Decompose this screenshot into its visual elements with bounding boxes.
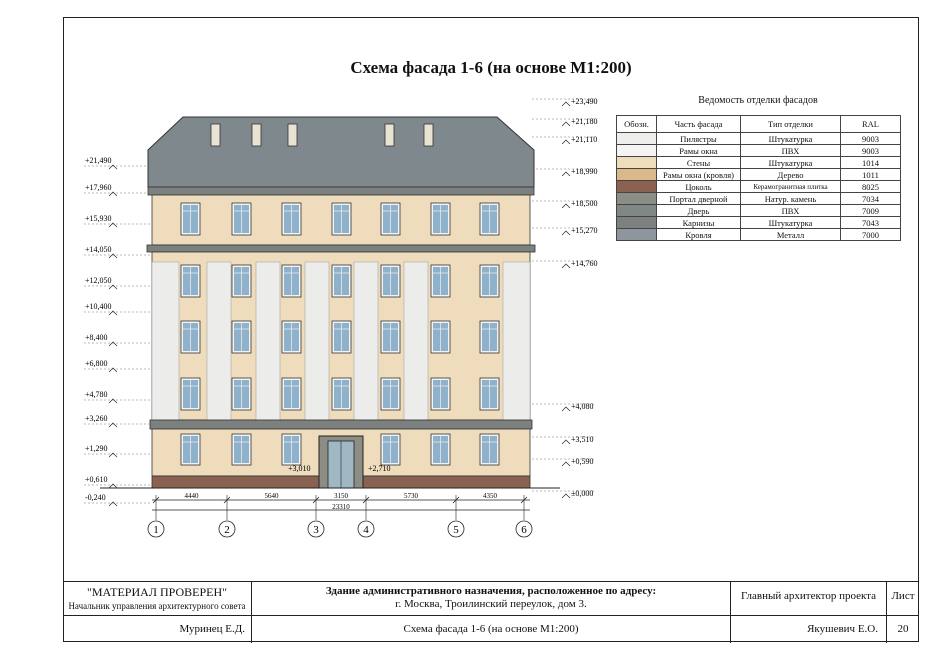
legend-ral: 7009 [841,205,901,217]
level-mark-right: +0,590 [571,457,594,466]
legend-ral: 8025 [841,181,901,193]
legend-swatch [617,157,657,169]
window [181,203,200,235]
legend-swatch [617,193,657,205]
legend-row [617,229,901,241]
window [282,378,301,410]
legend-part: Цоколь [657,181,741,193]
window [431,321,450,353]
approval-title: "МАТЕРИАЛ ПРОВЕРЕН" [86,585,228,599]
window [332,378,351,410]
window [282,434,301,465]
window [381,203,400,235]
legend-part: Портал дверной [657,193,741,205]
legend-swatch [617,205,657,217]
level-mark-right: +18,990 [571,167,598,176]
legend-row [617,217,901,229]
level-mark-left: +14,050 [85,245,112,254]
level-mark-right: +18,500 [571,199,598,208]
legend-part: Карнизы [657,217,741,229]
title-block [63,581,919,643]
levels-left [84,156,150,506]
levels-right [532,97,598,498]
approval-role: Начальник управления архитектурного совета [68,601,246,611]
window [480,203,499,235]
architect-role-cell: Главный архитектор проекта [731,582,887,616]
window [431,203,450,235]
level-mark-right: +4,080 [571,402,594,411]
legend-ral: 7000 [841,229,901,241]
legend-swatch [617,169,657,181]
ground-cornice [150,420,532,429]
legend-swatch [617,133,657,145]
legend-ral: 7043 [841,217,901,229]
window [431,434,450,465]
legend-header: Обозн. [617,116,657,133]
level-mark-left: +17,960 [85,183,112,192]
level-mark-right: +3,510 [571,435,594,444]
legend-row [617,157,901,169]
door-level-left: +3,010 [288,464,311,473]
legend-row [617,145,901,157]
window [381,378,400,410]
dimension-value: 3150 [334,492,348,500]
building-address: г. Москва, Троилинский переулок, дом 3. [395,598,587,610]
window [381,434,400,465]
window [282,321,301,353]
level-mark-left: +1,290 [85,444,108,453]
window [480,378,499,410]
legend-part: Стены [657,157,741,169]
window [332,265,351,297]
window [431,265,450,297]
window [232,378,251,410]
level-mark-right: ±0,000 [571,489,594,498]
roof [148,117,534,187]
legend-header: RAL [841,116,901,133]
level-mark-left: +3,260 [85,414,108,423]
legend-ral: 9003 [841,133,901,145]
dim-total: 23310 [332,503,350,511]
axis-label: 3 [313,524,319,536]
building-description: Здание административного назначения, расположенное по адресу: [325,585,657,597]
legend-title: Ведомость отделки фасадов [698,95,818,106]
legend-swatch [617,217,657,229]
legend-finish: ПВХ [741,205,841,217]
legend-finish: Дерево [741,169,841,181]
legend-row [617,181,901,193]
architect-name-cell: Якушевич Е.О. [731,616,887,643]
window [381,265,400,297]
level-mark-left: +10,400 [85,302,112,311]
dimension-value: 4350 [483,492,497,500]
window [480,265,499,297]
legend-part: Кровля [657,229,741,241]
legend-ral: 9003 [841,145,901,157]
window [381,321,400,353]
window [480,434,499,465]
legend-header: Часть фасада [657,116,741,133]
legend-row [617,205,901,217]
level-mark-left: +4,780 [85,390,108,399]
legend-finish: Металл [741,229,841,241]
legend-swatch [617,181,657,193]
level-mark-left: +6,800 [85,359,108,368]
legend-ral: 1011 [841,169,901,181]
legend-row [617,169,901,181]
level-mark-left: -0,240 [85,493,106,502]
axis-label: 1 [153,524,159,536]
axis-label: 5 [453,524,459,536]
legend-finish: Штукатурка [741,133,841,145]
top-cornice [148,187,534,195]
window [232,321,251,353]
legend-finish: Натур. камень [741,193,841,205]
window [431,378,450,410]
level-mark-left: +12,050 [85,276,112,285]
legend-part: Рамы окна (кровля) [657,169,741,181]
middle-cornice [147,245,535,252]
window [232,434,251,465]
legend [616,95,900,241]
level-mark-left: +8,400 [85,333,108,342]
legend-header: Тип отделки [741,116,841,133]
axis-markers [148,515,532,537]
approver-cell: Муринец Е.Д. [63,616,252,643]
building-cell [252,582,731,616]
level-mark-left: +15,930 [85,214,112,223]
window [232,203,251,235]
window [282,203,301,235]
window [232,265,251,297]
drawing-title: Схема фасада 1-6 (на основе М1:200) [350,58,632,77]
legend-row [617,193,901,205]
sheet-label-cell: Лист [887,582,919,616]
legend-row [617,133,901,145]
level-mark-left: +21,490 [85,156,112,165]
window [332,321,351,353]
window [181,434,200,465]
legend-part: Пилястры [657,133,741,145]
level-mark-right: +23,490 [571,97,598,106]
legend-finish: Штукатурка [741,217,841,229]
sheet-number-cell: 20 [897,623,909,635]
legend-finish: Штукатурка [741,157,841,169]
legend-swatch [617,145,657,157]
legend-part: Рамы окна [657,145,741,157]
legend-table [616,115,901,241]
dimension-value: 4440 [184,492,199,500]
level-mark-right: +21,180 [571,117,598,126]
level-mark-right: +21,110 [571,135,598,144]
axis-label: 2 [224,524,230,536]
legend-part: Дверь [657,205,741,217]
axis-label: 6 [521,524,527,536]
door-level-right: +2,710 [368,464,391,473]
window [181,378,200,410]
dimension-value: 5730 [404,492,418,500]
window [480,321,499,353]
level-mark-right: +14,760 [571,259,598,268]
legend-finish: ПВХ [741,145,841,157]
sheet-title-cell: Схема фасада 1-6 (на основе М1:200) [252,616,731,643]
window [282,265,301,297]
axis-label: 4 [363,524,369,536]
window [332,203,351,235]
approval-cell [63,582,252,616]
window [181,265,200,297]
level-mark-left: +0,610 [85,475,108,484]
dimension-value: 5640 [264,492,279,500]
legend-finish: Керамогранитная плитка [741,181,841,193]
legend-swatch [617,229,657,241]
window [181,321,200,353]
legend-ral: 7034 [841,193,901,205]
legend-ral: 1014 [841,157,901,169]
level-mark-right: +15,270 [571,226,598,235]
